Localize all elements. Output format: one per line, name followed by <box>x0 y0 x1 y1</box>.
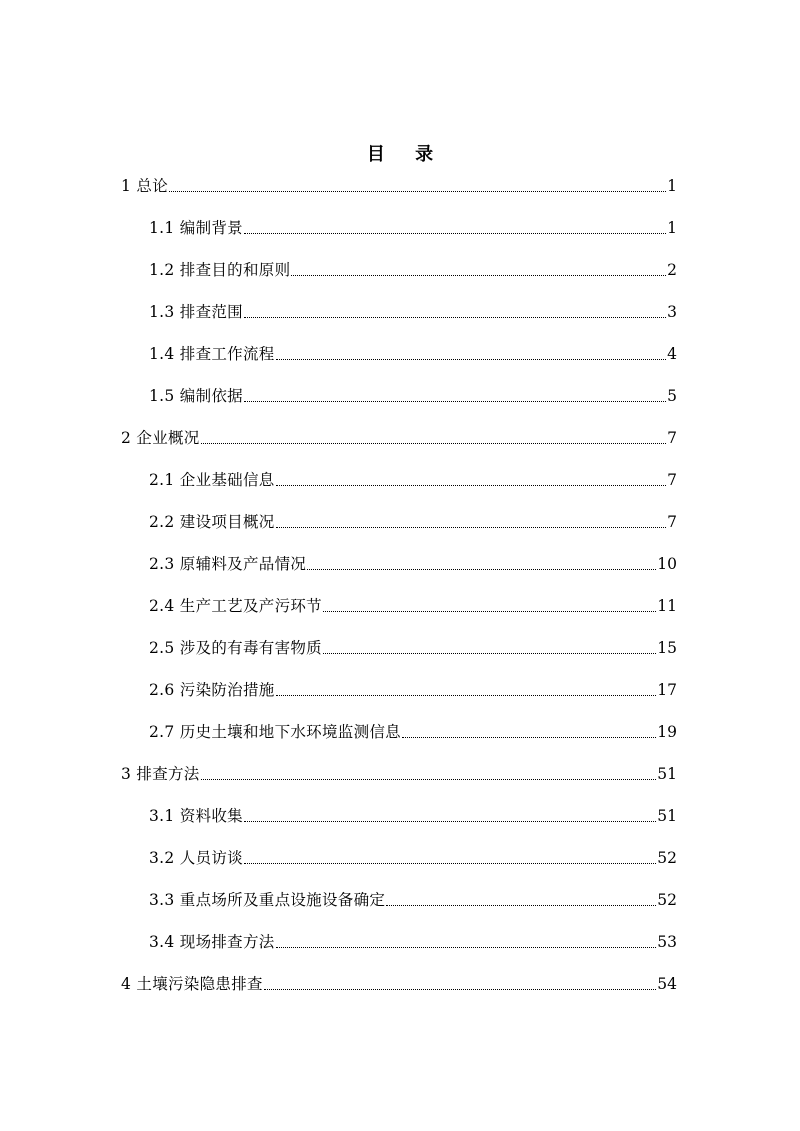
dot-leader <box>244 820 656 822</box>
dot-leader <box>244 232 666 234</box>
toc-entry[interactable] <box>149 804 677 828</box>
toc-entry-label: 2.2 建设项目概况 <box>149 513 275 531</box>
toc-entry-label: 3 排查方法 <box>121 765 200 783</box>
toc-entry[interactable] <box>149 678 677 702</box>
toc-entry-page: 54 <box>657 975 677 993</box>
toc-entry-label: 1.2 排查目的和原则 <box>149 261 291 279</box>
toc-entry-label: 2.1 企业基础信息 <box>149 471 275 489</box>
toc-entry-page: 52 <box>657 891 677 909</box>
toc-entry-page: 7 <box>667 513 677 531</box>
dot-leader <box>276 694 657 696</box>
dot-leader <box>201 442 667 444</box>
toc-entry-label: 1.3 排查范围 <box>149 303 243 321</box>
toc-entry-label: 3.4 现场排查方法 <box>149 933 275 951</box>
dot-leader <box>169 190 666 192</box>
toc-entry-page: 10 <box>657 555 677 573</box>
toc-entry-label: 1.1 编制背景 <box>149 219 243 237</box>
toc-entry[interactable] <box>149 510 677 534</box>
dot-leader <box>201 778 657 780</box>
toc-entry-page: 15 <box>657 639 677 657</box>
toc-entry-label: 2 企业概况 <box>121 429 200 447</box>
dot-leader <box>244 316 666 318</box>
toc-entry[interactable] <box>149 258 677 282</box>
toc-entry[interactable] <box>149 384 677 408</box>
dot-leader <box>276 358 667 360</box>
toc-entry-page: 53 <box>657 933 677 951</box>
dot-leader <box>264 988 656 990</box>
toc-title: 目 录 <box>366 144 446 165</box>
dot-leader <box>291 274 666 276</box>
toc-entry[interactable] <box>149 636 677 660</box>
toc-entry-label: 2.3 原辅料及产品情况 <box>149 555 307 573</box>
toc-entry-label: 3.1 资料收集 <box>149 807 243 825</box>
toc-entry[interactable] <box>149 720 677 744</box>
toc-entry[interactable] <box>149 888 677 912</box>
toc-entry[interactable] <box>121 426 677 450</box>
dot-leader <box>276 484 667 486</box>
toc-entry[interactable] <box>149 552 677 576</box>
toc-entry[interactable] <box>149 594 677 618</box>
toc-entry-label: 1.5 编制依据 <box>149 387 243 405</box>
toc-entry[interactable] <box>121 972 677 996</box>
toc-entry-label: 3.3 重点场所及重点设施设备确定 <box>149 891 386 909</box>
toc-entry-page: 7 <box>667 429 677 447</box>
toc-entry-page: 51 <box>657 765 677 783</box>
toc-entry[interactable] <box>149 930 677 954</box>
toc-entry-page: 1 <box>667 219 677 237</box>
toc-entry-page: 2 <box>667 261 677 279</box>
toc-entry-page: 1 <box>667 177 677 195</box>
toc-entry-label: 2.5 涉及的有毒有害物质 <box>149 639 322 657</box>
toc-entry-label: 2.6 污染防治措施 <box>149 681 275 699</box>
toc-entry[interactable] <box>149 342 677 366</box>
toc-entry-label: 1 总论 <box>121 177 168 195</box>
dot-leader <box>386 904 656 906</box>
toc-entry-label: 4 土壤污染隐患排查 <box>121 975 263 993</box>
toc-entry-page: 51 <box>657 807 677 825</box>
toc-entry-page: 19 <box>657 723 677 741</box>
toc-entry-label: 2.4 生产工艺及产污环节 <box>149 597 322 615</box>
toc-entry[interactable] <box>149 216 677 240</box>
dot-leader <box>276 946 657 948</box>
toc-entry[interactable] <box>121 174 677 198</box>
dot-leader <box>244 862 656 864</box>
dot-leader <box>276 526 667 528</box>
toc-entry-label: 2.7 历史土壤和地下水环境监测信息 <box>149 723 401 741</box>
toc-entry[interactable] <box>149 846 677 870</box>
dot-leader <box>323 610 656 612</box>
toc-entry-page: 11 <box>657 597 677 615</box>
dot-leader <box>307 568 656 570</box>
dot-leader <box>244 400 666 402</box>
dot-leader <box>323 652 656 654</box>
toc-entry-page: 5 <box>667 387 677 405</box>
toc-entry-page: 4 <box>667 345 677 363</box>
dot-leader <box>402 736 656 738</box>
toc-entry[interactable] <box>149 300 677 324</box>
toc-entry[interactable] <box>121 762 677 786</box>
toc-entry-page: 7 <box>667 471 677 489</box>
toc-entry-page: 17 <box>657 681 677 699</box>
toc-entry-label: 3.2 人员访谈 <box>149 849 243 867</box>
toc-entry-page: 3 <box>667 303 677 321</box>
toc-entry-label: 1.4 排查工作流程 <box>149 345 275 363</box>
toc-entry[interactable] <box>149 468 677 492</box>
toc-entry-page: 52 <box>657 849 677 867</box>
